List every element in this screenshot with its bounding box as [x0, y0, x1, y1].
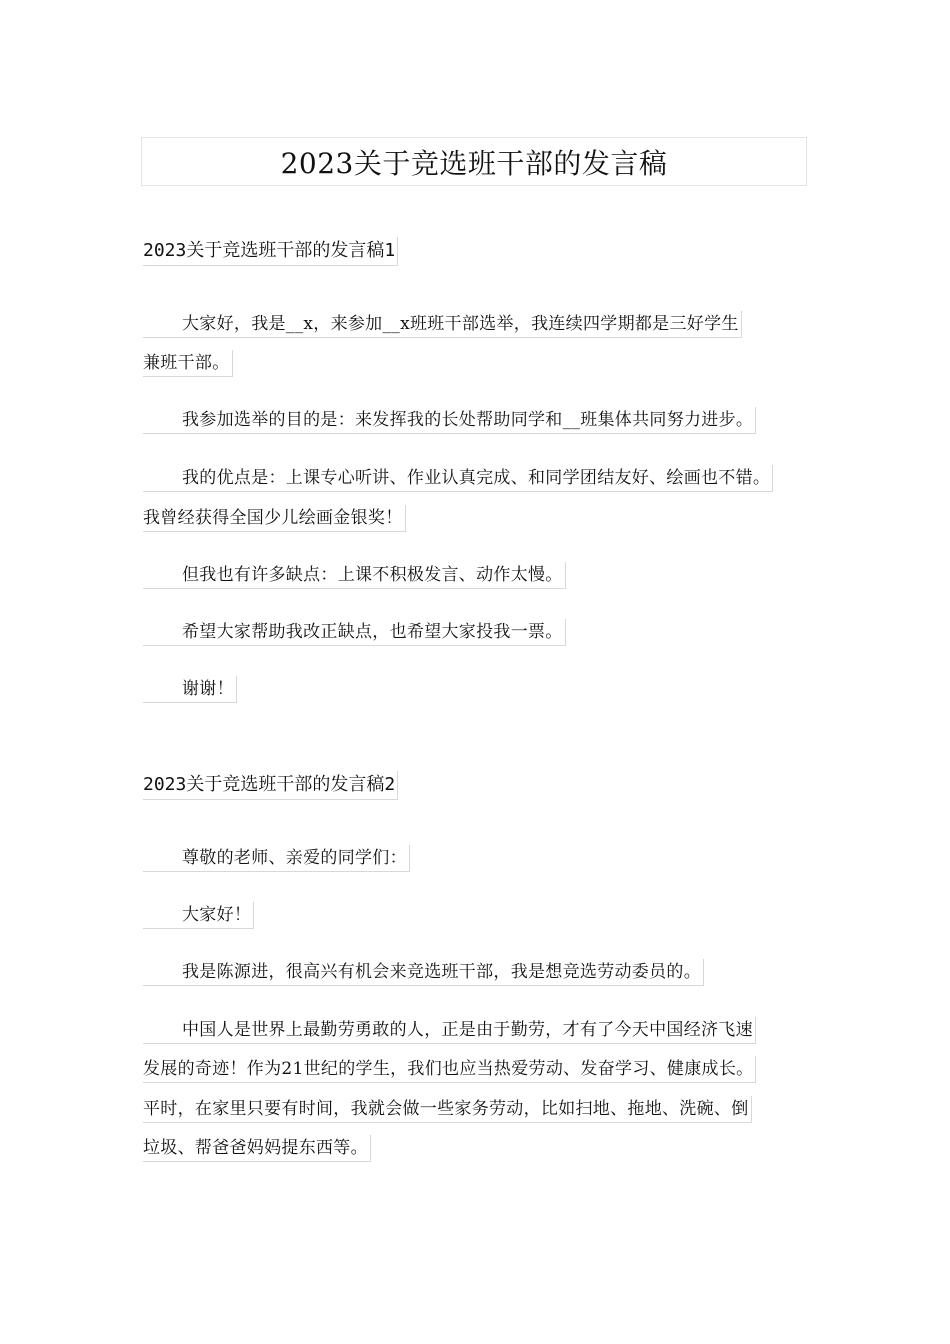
paragraph-line: 我曾经获得全国少儿绘画金银奖！	[143, 505, 406, 532]
paragraph-line: 但我也有许多缺点：上课不积极发言、动作太慢。	[143, 562, 566, 589]
title-box	[141, 137, 807, 186]
paragraph-line: 尊敬的老师、亲爱的同学们：	[143, 845, 410, 872]
paragraph-line: 兼班干部。	[143, 350, 233, 377]
paragraph-line: 中国人是世界上最勤劳勇敢的人，正是由于勤劳，才有了今天中国经济飞速	[143, 1017, 756, 1044]
paragraph-line: 垃圾、帮爸爸妈妈提东西等。	[143, 1135, 371, 1162]
paragraph-line: 大家好，我是__x，来参加__x班班干部选举，我连续四学期都是三好学生	[143, 311, 742, 338]
paragraph-line: 希望大家帮助我改正缺点，也希望大家投我一票。	[143, 619, 566, 646]
paragraph-line: 我是陈源进，很高兴有机会来竞选班干部，我是想竞选劳动委员的。	[143, 959, 704, 986]
paragraph-line: 大家好！	[143, 902, 254, 929]
section-heading-1: 2023关于竞选班干部的发言稿1	[143, 237, 398, 266]
paragraph-line: 发展的奇迹！作为21世纪的学生，我们也应当热爱劳动、发奋学习、健康成长。	[143, 1056, 756, 1083]
paragraph-line: 我参加选举的目的是：来发挥我的长处帮助同学和__班集体共同努力进步。	[143, 407, 756, 434]
paragraph-line: 谢谢！	[143, 676, 237, 703]
document-title: 2023关于竞选班干部的发言稿	[280, 146, 668, 180]
paragraph-line: 我的优点是：上课专心听讲、作业认真完成、和同学团结友好、绘画也不错。	[143, 465, 773, 492]
paragraph-line: 平时，在家里只要有时间，我就会做一些家务劳动，比如扫地、拖地、洗碗、倒	[143, 1096, 752, 1123]
section-heading-2: 2023关于竞选班干部的发言稿2	[143, 771, 398, 800]
